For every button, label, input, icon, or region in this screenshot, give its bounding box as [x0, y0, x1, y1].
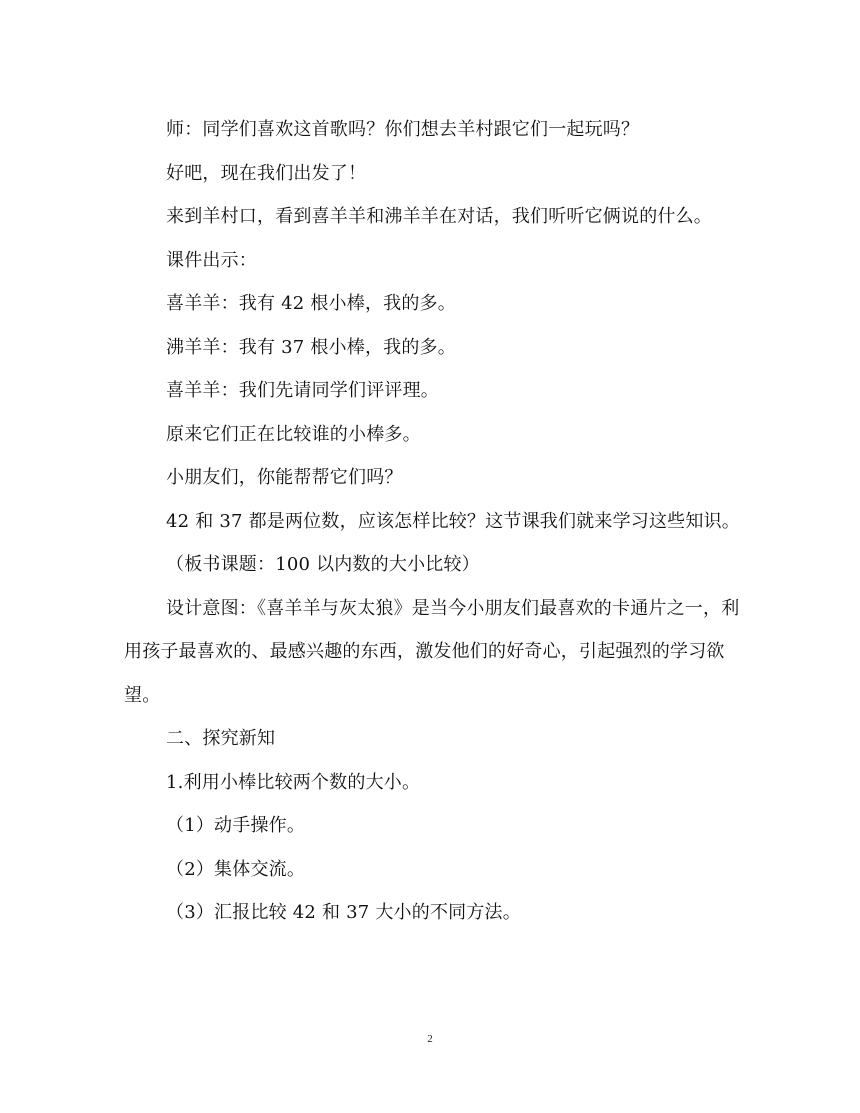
paragraph-feiyangyang: 沸羊羊：我有 37 根小棒，我的多。 — [166, 336, 456, 358]
paragraph-village-entrance: 来到羊村口，看到喜羊羊和沸羊羊在对话，我们听听它俩说的什么。 — [166, 206, 712, 227]
list-item-exchange: （2）集体交流。 — [166, 858, 306, 880]
paragraph-board-title: （板书课题：100 以内数的大小比较） — [166, 554, 480, 575]
paragraph-design-intent: 设计意图：《喜羊羊与灰太狼》是当今小朋友们最喜欢的卡通片之一，利用孩子最喜欢的、最感兴趣的东西，激发他们的好奇心，引起强烈的学习欲望。 — [124, 597, 740, 706]
paragraph-xiyangyang-2: 喜羊羊：我们先请同学们评评理。 — [166, 380, 439, 401]
list-item-hands-on: （1）动手操作。 — [166, 815, 306, 836]
paragraph-help-question: 小朋友们，你能帮帮它们吗？ — [166, 467, 403, 488]
paragraph-comparing: 原来它们正在比较谁的小棒多。 — [166, 423, 421, 445]
list-item-sticks: 1.利用小棒比较两个数的大小。 — [166, 771, 421, 793]
document-body — [124, 108, 740, 935]
paragraph-two-digit: 42 和 37 都是两位数，应该怎样比较？这节课我们就来学习这些知识。 — [166, 510, 740, 532]
paragraph-depart: 好吧，现在我们出发了！ — [166, 162, 367, 184]
section-heading-explore: 二、探究新知 — [166, 728, 276, 749]
paragraph-courseware: 课件出示： — [166, 249, 257, 271]
page-number: 2 — [427, 1033, 433, 1045]
paragraph-xiyangyang-1: 喜羊羊：我有 42 根小棒，我的多。 — [166, 293, 456, 314]
list-item-report: （3）汇报比较 42 和 37 大小的不同方法。 — [166, 902, 521, 923]
paragraph-teacher-question: 师：同学们喜欢这首歌吗？你们想去羊村跟它们一起玩吗？ — [166, 119, 640, 140]
